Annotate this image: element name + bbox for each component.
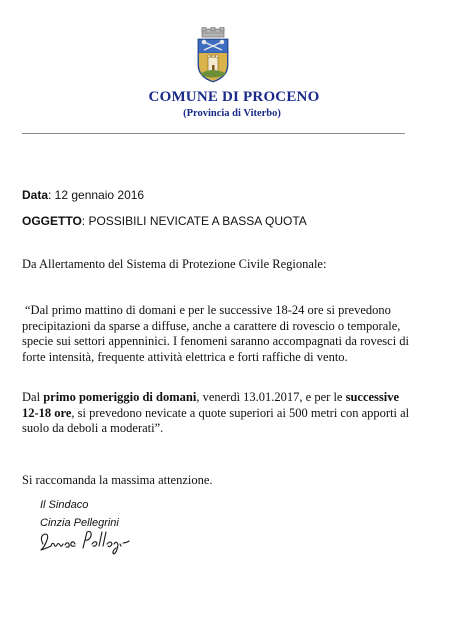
- subject-value: : POSSIBILI NEVICATE A BASSA QUOTA: [81, 214, 307, 228]
- signatory-role: Il Sindaco: [40, 499, 89, 511]
- quote2-part3: , si prevedono nevicate a quote superiori ai 500 metri con apporti al suolo da deboli a moderati”.: [22, 405, 410, 435]
- comune-title: COMUNE DI PROCENO: [148, 89, 320, 105]
- closing-sentence: Si raccomanda la massima attenzione.: [22, 473, 213, 487]
- date-value: : 12 gennaio 2016: [48, 188, 145, 202]
- quote2-bold2: successive 12-18 ore: [22, 390, 400, 420]
- tower-icon: [208, 55, 218, 71]
- intro-paragraph: Da Allertamento del Sistema di Protezione Civile Regionale:: [22, 257, 327, 271]
- provincia-subtitle: (Provincia di Viterbo): [183, 108, 281, 119]
- quote2-bold1: primo pomeriggio di domani: [43, 390, 197, 404]
- quote2-part2: , venerdì 13.01.2017, e per le: [196, 390, 346, 404]
- quote-paragraph-2: [22, 390, 417, 437]
- handwritten-signature: [37, 526, 133, 558]
- quote-paragraph-1: “Dal primo mattino di domani e per le successive 18-24 ore si prevedono precipitazioni da sparse a diffuse, anche a carattere di rovescio o temporale, specie sui settori appenninici. I fenomeni saranno accompagnati da rovesci di forte intensità, frequente attività elettrica e forti raffiche di vento.: [22, 303, 410, 364]
- date-line: [22, 188, 144, 202]
- signatory-name: Cinzia Pellegrini: [40, 517, 119, 529]
- subject-label: OGGETTO: [22, 214, 82, 228]
- subject-line: [22, 214, 307, 228]
- header-divider: [22, 133, 405, 134]
- date-label: Data: [22, 188, 49, 202]
- quote2-part1: Dal: [22, 390, 44, 404]
- crown-icon: [202, 27, 224, 37]
- coat-of-arms-icon: [193, 27, 233, 83]
